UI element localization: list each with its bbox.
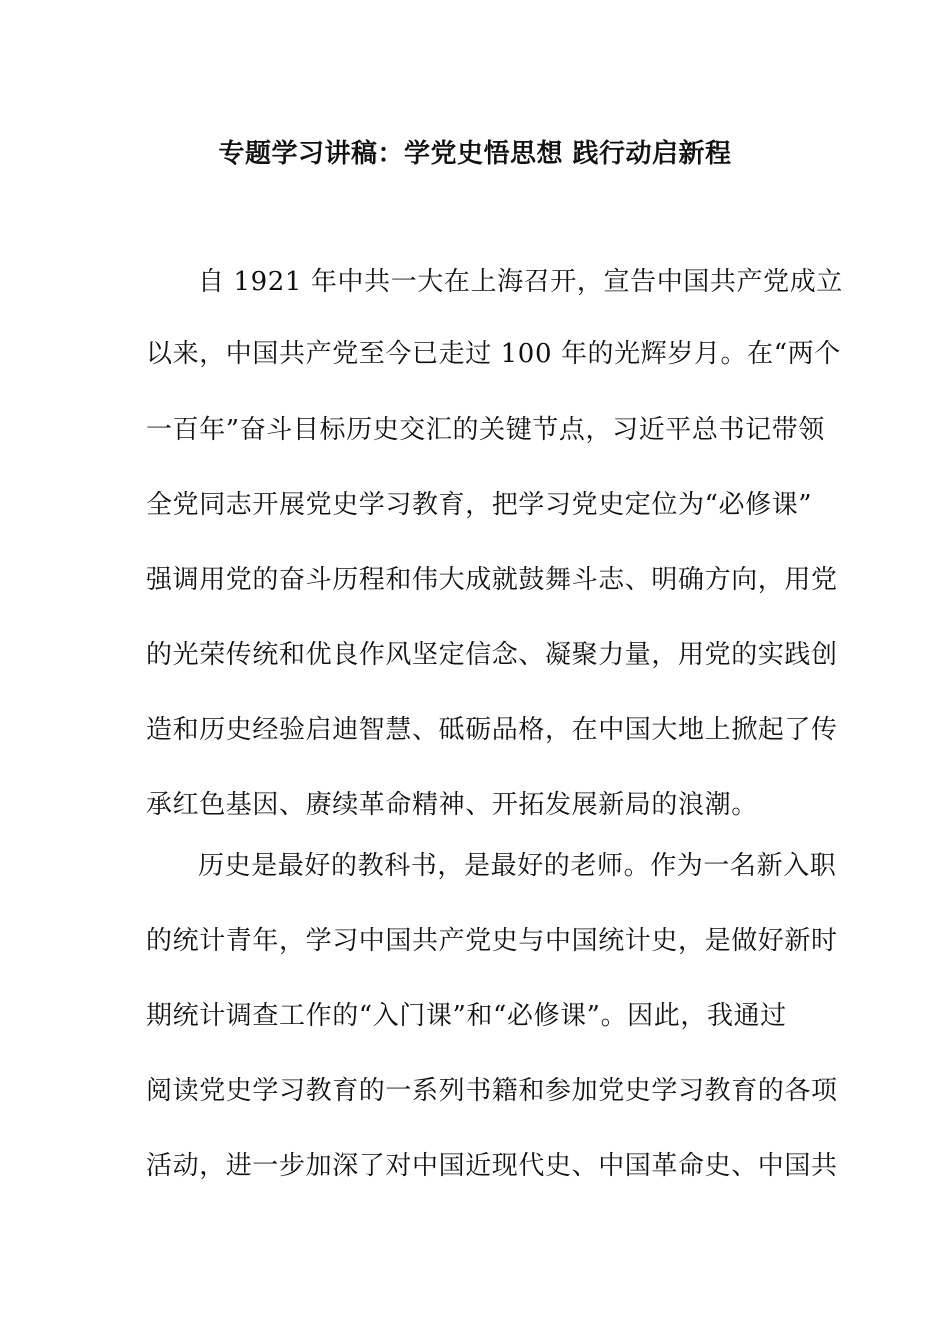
paragraph-1-line-4: 全党同志开展党史学习教育，把学习党史定位为“必修课” <box>146 490 813 520</box>
paragraph-2-line-3: 期统计调查工作的“入门课”和“必修课”。因此，我通过 <box>146 1001 787 1031</box>
paragraph-1-line-3: 一百年”奋斗目标历史交汇的关键节点，习近平总书记带领 <box>146 415 825 445</box>
paragraph-1-line-6: 的光荣传统和优良作风坚定信念、凝聚力量，用党的实践创 <box>146 640 838 670</box>
paragraph-2-line-5: 活动，进一步加深了对中国近现代史、中国革命史、中国共 <box>146 1151 838 1181</box>
paragraph-1-line-8: 承红色基因、赓续革命精神、开拓发展新局的浪潮。 <box>146 790 758 820</box>
paragraph-1-line-7: 造和历史经验启迪智慧、砥砺品格，在中国大地上掀起了传 <box>146 715 838 745</box>
paragraph-1-line-2: 以来，中国共产党至今已走过 100 年的光辉岁月。在“两个 <box>146 339 841 369</box>
paragraph-1-line-1: 自 1921 年中共一大在上海召开，宣告中国共产党成立 <box>198 267 843 297</box>
paragraph-2-line-4: 阅读党史学习教育的一系列书籍和参加党史学习教育的各项 <box>146 1076 838 1106</box>
document-title: 专题学习讲稿：学党史悟思想 践行动启新程 <box>218 139 732 169</box>
paragraph-2-line-2: 的统计青年，学习中国共产党史与中国统计史，是做好新时 <box>146 926 838 956</box>
paragraph-1-line-5: 强调用党的奋斗历程和伟大成就鼓舞斗志、明确方向，用党 <box>146 565 838 595</box>
paragraph-2-line-1: 历史是最好的教科书，是最好的老师。作为一名新入职 <box>198 851 837 881</box>
